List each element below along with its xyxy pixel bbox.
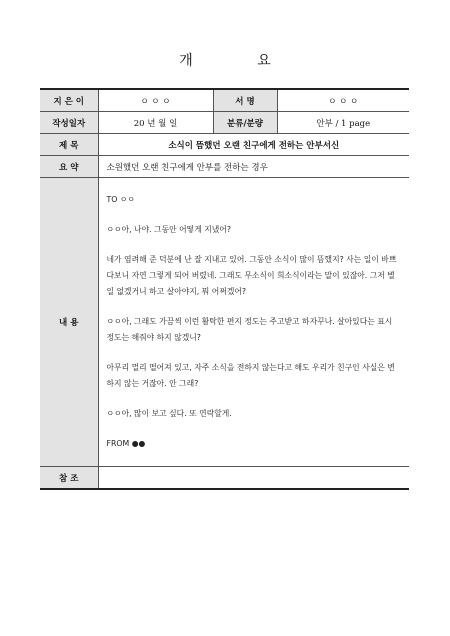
author-row xyxy=(40,89,409,112)
author-value: ㅇ ㅇ ㅇ xyxy=(98,89,213,112)
letter-paragraph: FROM ●● xyxy=(106,439,146,448)
letter-content xyxy=(98,178,409,467)
summary-label: 요 약 xyxy=(40,156,98,178)
subject-label: 제 목 xyxy=(40,134,98,156)
summary-value: 소원했던 오랜 친구에게 안부를 전하는 경우 xyxy=(98,156,409,178)
date-row xyxy=(40,112,409,134)
reference-value xyxy=(98,467,409,490)
subject-row xyxy=(40,134,409,156)
reference-label: 참 조 xyxy=(40,467,98,490)
content-row xyxy=(40,178,409,467)
page-title: 개 요 xyxy=(179,53,301,69)
letter-paragraph: 아무리 멀리 떨어져 있고, 자주 소식을 전하지 않는다고 해도 우리가 친구인 사실은 변하지 않는 거잖아. 안 그래? xyxy=(106,363,395,388)
letter-paragraph: ㅇㅇ아, 나야. 그동안 어떻게 지냈어? xyxy=(106,225,231,234)
summary-row xyxy=(40,156,409,178)
document-form-table xyxy=(40,88,409,490)
content-label: 내 용 xyxy=(40,178,98,467)
category-value: 안부 / 1 page xyxy=(277,112,409,134)
letter-paragraph: 네가 염려해 준 덕분에 난 잘 지내고 있어. 그동안 소식이 많이 뜸했지? 사는 일이 바쁘다보니 자연 그렇게 되어 버렸네. 그래도 무소식이 희소식이라는 말이 있잖아. 그저 별 일 없겠거니 하고 살아야지, 뭐 어쩌겠어? xyxy=(106,255,397,296)
author-label: 지 은 이 xyxy=(40,89,98,112)
reference-row xyxy=(40,467,409,490)
subject-value: 소식이 뜸했던 오랜 친구에게 전하는 안부서신 xyxy=(98,134,409,156)
letter-paragraph: TO ㅇㅇ xyxy=(106,195,135,204)
category-label: 분류/분량 xyxy=(213,112,277,134)
signer-label: 서 명 xyxy=(213,89,277,112)
signer-value: ㅇ ㅇ ㅇ xyxy=(277,89,409,112)
letter-paragraph: ㅇㅇ아, 많이 보고 싶다. 또 연락할게. xyxy=(106,409,232,418)
letter-paragraph: ㅇㅇ아, 그래도 가끔씩 이런 활탁한 편지 정도는 주고받고 하자꾸나. 살아있다는 표시 정도는 해줘야 하지 않겠니? xyxy=(106,317,393,342)
date-value: 20 년 월 일 xyxy=(98,112,213,134)
date-label: 작성일자 xyxy=(40,112,98,134)
